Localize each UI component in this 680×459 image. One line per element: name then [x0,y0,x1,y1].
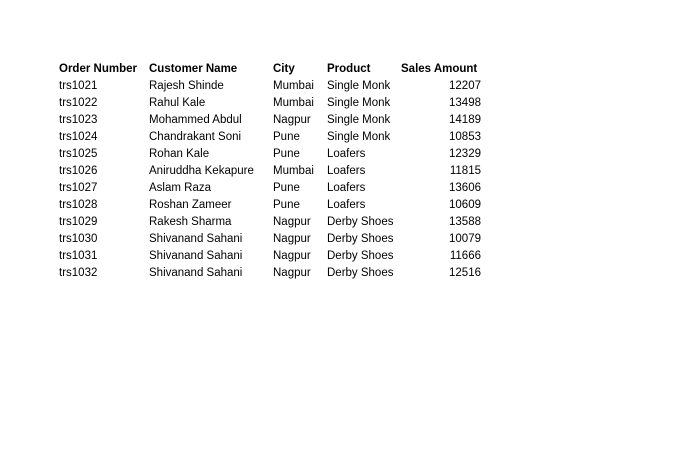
cell-city: Nagpur [273,250,311,262]
cell-sales-amount: 12516 [449,267,481,279]
cell-product: Single Monk [327,131,391,143]
cell-city: Mumbai [273,80,314,92]
cell-sales-amount: 10853 [449,131,481,143]
cell-city: Nagpur [273,216,311,228]
header-order-number: Order Number [59,63,137,75]
cell-customer-name: Chandrakant Soni [149,131,242,143]
table-row [59,214,481,231]
cell-customer-name: Shivanand Sahani [149,233,243,245]
cell-customer-name: Rohan Kale [149,148,210,160]
cell-city: Mumbai [273,165,314,177]
header-customer-name: Customer Name [149,63,238,75]
cell-order-number: trs1028 [59,199,98,211]
cell-product: Loafers [327,148,366,160]
cell-city: Pune [273,148,300,160]
cell-product: Derby Shoes [327,216,394,228]
cell-product: Derby Shoes [327,267,394,279]
cell-order-number: trs1027 [59,182,98,194]
cell-order-number: trs1024 [59,131,98,143]
cell-sales-amount: 10079 [449,233,481,245]
header-city: City [273,63,295,75]
table-body [59,78,481,282]
cell-order-number: trs1029 [59,216,98,228]
table-row [59,180,481,197]
cell-order-number: trs1025 [59,148,98,160]
cell-city: Mumbai [273,97,314,109]
cell-sales-amount: 12329 [449,148,481,160]
table-row [59,231,481,248]
header-sales-amount: Sales Amount [401,63,478,75]
cell-city: Pune [273,131,300,143]
header-product: Product [327,63,371,75]
cell-customer-name: Aniruddha Kekapure [149,165,254,177]
cell-customer-name: Rakesh Sharma [149,216,232,228]
cell-sales-amount: 11815 [449,165,481,177]
cell-city: Nagpur [273,267,311,279]
cell-product: Derby Shoes [327,250,394,262]
cell-order-number: trs1030 [59,233,98,245]
cell-product: Loafers [327,182,366,194]
cell-order-number: trs1022 [59,97,98,109]
cell-customer-name: Shivanand Sahani [149,267,243,279]
cell-product: Single Monk [327,97,391,109]
table-row [59,95,481,112]
cell-sales-amount: 14189 [449,114,481,126]
cell-sales-amount: 13606 [449,182,481,194]
cell-customer-name: Roshan Zameer [149,199,232,211]
cell-sales-amount: 13588 [449,216,481,228]
cell-sales-amount: 11666 [449,250,481,262]
cell-product: Single Monk [327,114,391,126]
cell-product: Single Monk [327,80,391,92]
table-header-row [59,61,481,78]
cell-order-number: trs1023 [59,114,98,126]
cell-city: Pune [273,199,300,211]
cell-order-number: trs1026 [59,165,98,177]
table-row [59,146,481,163]
table-row [59,112,481,129]
cell-city: Nagpur [273,233,311,245]
cell-sales-amount: 12207 [449,80,481,92]
cell-customer-name: Shivanand Sahani [149,250,243,262]
table-row [59,265,481,282]
cell-product: Loafers [327,199,366,211]
cell-order-number: trs1031 [59,250,98,262]
cell-sales-amount: 13498 [449,97,481,109]
cell-city: Nagpur [273,114,311,126]
table-row [59,129,481,146]
cell-product: Derby Shoes [327,233,394,245]
table-row [59,197,481,214]
cell-customer-name: Rajesh Shinde [149,80,224,92]
cell-order-number: trs1021 [59,80,98,92]
cell-sales-amount: 10609 [449,199,481,211]
table-row [59,163,481,180]
sales-table-container [59,61,481,282]
table-row [59,248,481,265]
cell-customer-name: Aslam Raza [149,182,211,194]
cell-product: Loafers [327,165,366,177]
cell-city: Pune [273,182,300,194]
table-row [59,78,481,95]
cell-customer-name: Rahul Kale [149,97,206,109]
cell-order-number: trs1032 [59,267,98,279]
sales-table [59,61,481,282]
cell-customer-name: Mohammed Abdul [149,114,242,126]
